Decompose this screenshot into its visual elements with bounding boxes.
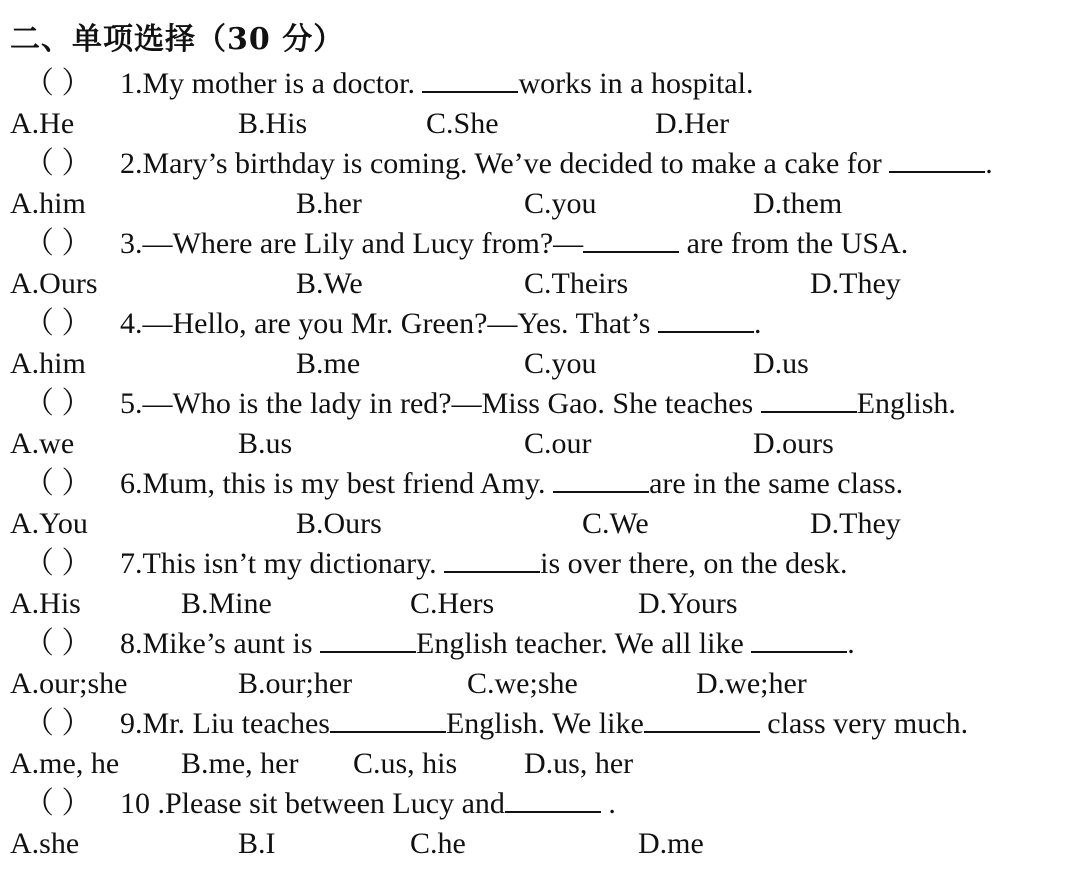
option-d[interactable]: D.we;her [696,667,807,700]
question-text: 3.—Where are Lily and Lucy from?— [120,227,584,260]
question-text: English teacher. We all like [416,627,752,660]
option-a[interactable]: A.His [10,587,81,620]
answer-blank[interactable] [761,385,857,413]
option-b[interactable]: B.Ours [296,507,382,540]
question-text: 9.Mr. Liu teaches [120,707,330,740]
option-c[interactable]: C.you [524,347,597,380]
option-c[interactable]: C.us, his [353,747,458,780]
answer-parentheses[interactable]: （ ） [24,627,92,660]
options-1 [10,104,1070,144]
answer-parentheses[interactable]: （ ） [24,227,92,260]
answer-blank[interactable] [751,625,847,653]
option-d[interactable]: D.Her [655,107,730,140]
option-a[interactable]: A.she [10,827,80,860]
question-text: English. [856,387,956,420]
answer-blank[interactable] [583,225,679,253]
question-text: . [600,787,616,820]
options-10 [10,824,1070,864]
question-text: are in the same class. [649,467,904,500]
answer-parentheses[interactable]: （ ） [24,547,92,580]
answer-parentheses[interactable]: （ ） [24,707,92,740]
option-a[interactable]: A.we [10,427,75,460]
answer-blank[interactable] [644,705,760,733]
question-text: English. We like [445,707,644,740]
options-2 [10,184,1070,224]
answer-blank[interactable] [320,625,416,653]
option-c[interactable]: C.We [582,507,649,540]
options-3 [10,264,1070,304]
option-d[interactable]: D.They [810,267,901,300]
question-text: . [847,627,855,660]
question-6 [10,464,903,504]
answer-parentheses[interactable]: （ ） [24,147,92,180]
options-8 [10,664,1070,704]
option-b[interactable]: B.us [238,427,293,460]
question-text: 5.—Who is the lady in red?—Miss Gao. She teaches [120,387,761,420]
option-a[interactable]: A.him [10,187,86,220]
options-6 [10,504,1070,544]
option-d[interactable]: D.They [810,507,901,540]
option-b[interactable]: B.her [296,187,362,220]
answer-blank[interactable] [658,305,754,333]
option-d[interactable]: D.Yours [638,587,738,620]
option-b[interactable]: B.me, her [181,747,299,780]
option-d[interactable]: D.them [753,187,843,220]
question-text: 6.Mum, this is my best friend Amy. [120,467,554,500]
option-d[interactable]: D.ours [753,427,834,460]
question-2 [10,144,993,184]
option-c[interactable]: C.we;she [467,667,578,700]
option-c[interactable]: C.Hers [410,587,495,620]
question-7 [10,544,848,584]
option-d[interactable]: D.us [753,347,809,380]
question-8 [10,624,855,664]
option-a[interactable]: A.You [10,507,88,540]
options-5 [10,424,1070,464]
answer-blank[interactable] [505,785,601,813]
question-text: are from the USA. [679,227,909,260]
options-4 [10,344,1070,384]
option-b[interactable]: B.me [296,347,361,380]
options-7 [10,584,1070,624]
option-b[interactable]: B.Mine [181,587,272,620]
question-text: is over there, on the desk. [540,547,848,580]
option-a[interactable]: A.He [10,107,75,140]
answer-blank[interactable] [330,705,446,733]
option-a[interactable]: A.him [10,347,86,380]
question-10 [10,784,616,824]
option-a[interactable]: A.our;she [10,667,128,700]
options-9 [10,744,1070,784]
question-text: . [985,147,993,180]
question-4 [10,304,761,344]
answer-parentheses[interactable]: （ ） [24,467,92,500]
section-title: 二、单项选择（30 分） [10,22,345,57]
question-text: 10 .Please sit between Lucy and [120,787,505,820]
option-b[interactable]: B.I [238,827,276,860]
question-text: works in a hospital. [518,67,754,100]
option-b[interactable]: B.His [238,107,308,140]
option-d[interactable]: D.us, her [524,747,634,780]
answer-blank[interactable] [422,65,518,93]
question-text: 8.Mike’s aunt is [120,627,320,660]
question-text: . [753,307,762,340]
answer-parentheses[interactable]: （ ） [24,787,92,820]
question-text: 1.My mother is a doctor. [120,67,423,100]
answer-blank[interactable] [889,145,985,173]
question-1 [10,64,753,104]
option-b[interactable]: B.We [296,267,363,300]
option-c[interactable]: C.She [426,107,499,140]
answer-parentheses[interactable]: （ ） [24,387,92,420]
option-c[interactable]: C.he [410,827,466,860]
option-c[interactable]: C.our [524,427,592,460]
answer-parentheses[interactable]: （ ） [24,307,92,340]
option-d[interactable]: D.me [638,827,704,860]
option-a[interactable]: A.Ours [10,267,98,300]
answer-blank[interactable] [553,465,649,493]
answer-blank[interactable] [444,545,540,573]
question-5 [10,384,956,424]
question-text: 7.This isn’t my dictionary. [120,547,445,580]
option-a[interactable]: A.me, he [10,747,120,780]
question-text: 4.—Hello, are you Mr. Green?—Yes. That’s [120,307,658,340]
question-text: 2.Mary’s birthday is coming. We’ve decided to make a cake for [120,147,890,180]
question-3 [10,224,908,264]
option-c[interactable]: C.you [524,187,597,220]
option-c[interactable]: C.Theirs [524,267,629,300]
answer-parentheses[interactable]: （ ） [24,67,92,100]
option-b[interactable]: B.our;her [238,667,353,700]
question-text: class very much. [759,707,969,740]
question-9 [10,704,968,744]
